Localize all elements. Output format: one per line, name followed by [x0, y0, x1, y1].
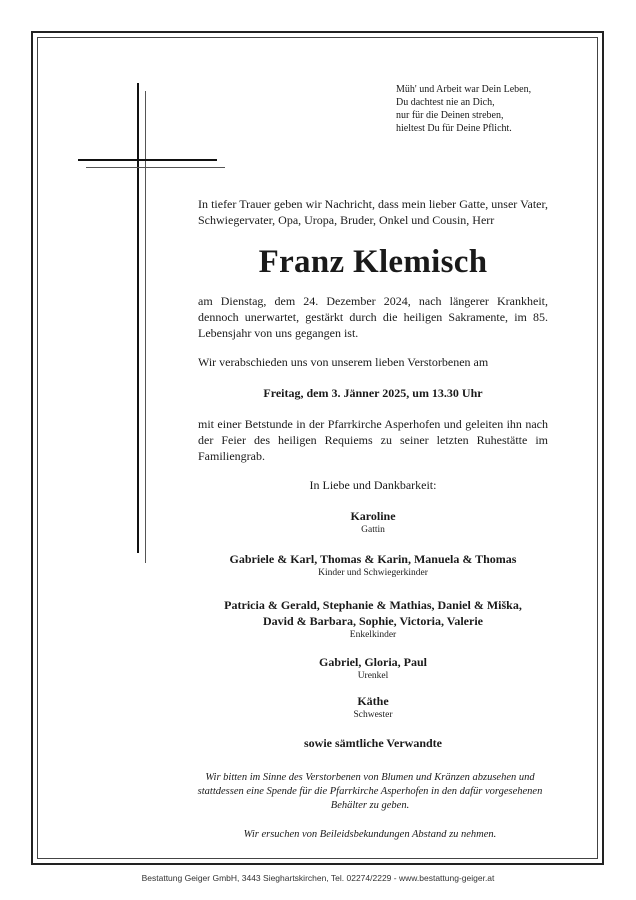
mourner-relation: Gattin — [361, 525, 385, 535]
ceremony-text: mit einer Betstunde in der Pfarrkirche Asperhofen und geleiten ihn nach der Feier des heiligen Requiems zu seiner letzten Ruhestätte im Familiengrab. — [198, 417, 548, 463]
farewell-text: Wir verabschieden uns von unserem lieben Verstorbenen am — [198, 355, 489, 369]
mourner-relation: Urenkel — [357, 671, 389, 681]
mourner-group-great-grandchildren — [198, 654, 548, 682]
mourner-group-children — [198, 551, 548, 579]
mourner-group-sister — [198, 693, 548, 721]
poem-line: Du dachtest nie an Dich, — [396, 97, 495, 108]
mourner-relation: Kinder und Schwiegerkinder — [318, 568, 428, 578]
mourner-relation: Enkelkinder — [349, 630, 397, 640]
memorial-poem — [396, 83, 596, 135]
mourner-names: sowie sämtliche Verwandte — [304, 736, 442, 750]
poem-line: hieltest Du für Deine Pflicht. — [396, 123, 512, 134]
mourner-group-grandchildren — [198, 597, 548, 641]
mourner-group-spouse — [198, 508, 548, 536]
mourner-relation: Schwester — [353, 710, 393, 720]
mourner-names: Käthe — [357, 694, 389, 708]
mourner-group-relatives — [198, 735, 548, 751]
intro-text: In tiefer Trauer geben wir Nachricht, dass mein lieber Gatte, unser Vater, Schwiegervater, Opa, Uropa, Bruder, Onkel und Cousin, Herr — [198, 197, 548, 227]
donation-note: Wir bitten im Sinne des Verstorbenen von Blumen und Kränzen abzusehen und stattdessen eine Spende für die Pfarrkirche Asperhofen in den dafür vorgesehenen Behälter zu geben. — [197, 772, 543, 811]
mourner-names: Karoline — [350, 509, 396, 523]
thanks-line: In Liebe und Dankbarkeit: — [309, 478, 437, 492]
footer-imprint: Bestattung Geiger GmbH, 3443 Sieghartskirchen, Tel. 02274/2229 - www.bestattung-geiger.at — [141, 873, 495, 883]
poem-line: nur für die Deinen streben, — [396, 110, 504, 121]
mourner-names: Gabriel, Gloria, Paul — [319, 655, 427, 669]
mourner-names: Gabriele & Karl, Thomas & Karin, Manuela & Thomas — [229, 552, 517, 566]
death-notice: am Dienstag, dem 24. Dezember 2024, nach längerer Krankheit, dennoch unerwartet, gestärkt durch die heiligen Sakramente, im 85. Lebensjahr von uns gegangen ist. — [198, 294, 548, 340]
deceased-name: Franz Klemisch — [258, 244, 488, 280]
funeral-date: Freitag, dem 3. Jänner 2025, um 13.30 Uhr — [263, 386, 483, 400]
mourner-names: Patricia & Gerald, Stephanie & Mathias, Daniel & Miška, — [224, 598, 522, 612]
poem-line: Müh' und Arbeit war Dein Leben, — [396, 84, 532, 95]
mourner-names: David & Barbara, Sophie, Victoria, Valerie — [263, 614, 483, 628]
condolence-note: Wir ersuchen von Beileidsbekundungen Abstand zu nehmen. — [243, 829, 497, 840]
